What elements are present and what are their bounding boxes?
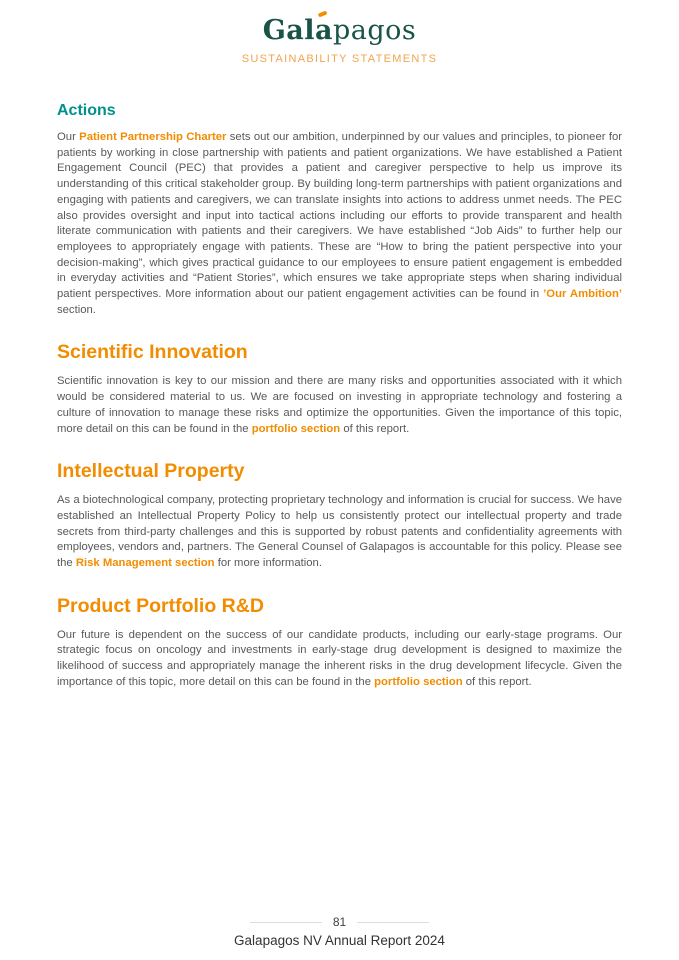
text-run: Scientific innovation is key to our mission and there are many risks and opportunities associated with it which would be considered material to us. We are focused on investing in appropriate technology and fostering a culture of innovation to manage these risks and optimize the opportunities. Given the importance of this topic, more detail on this can be found in the	[57, 375, 622, 435]
text-run: for more information.	[214, 557, 322, 570]
section-actions	[57, 102, 622, 318]
galapagos-logo	[263, 16, 417, 46]
inline-link[interactable]: portfolio section	[374, 675, 463, 688]
page-number: 81	[332, 915, 347, 929]
footer-divider-left	[250, 922, 322, 923]
inline-link[interactable]: ’Our Ambition’	[543, 288, 622, 301]
text-run: sets out our ambition, underpinned by our values and principles, to pioneer for patients by working in close partnership with patients and patient organizations. We have established a Patient Engagement Council (PEC) that provides a patient and caregiver perspective to help us improve its understanding of this critical stakeholder group. By building long-term partnerships with patient organizations and engaging with patients and caregivers, we can translate insights into actions to address unmet needs. The PEC also provides oversight and input into tactical actions including our efforts to provide transparent and health literate communication with patients and their caregivers. We have established “Job Aids” to further help our employees to appropriately engage with patients. These are “How to bring the patient perspective into your decision-making”, which gives practical guidance to our employees to ensure patient engagement is embedded in everyday activities and “Patient Stories”, which ensures we take appropriate steps when sharing individual patient perspectives. More information about our patient engagement activities can be found in	[57, 131, 622, 301]
logo-text-rest: pagos	[333, 15, 417, 46]
logo-accented-letter: a	[315, 16, 333, 46]
page-subtitle: SUSTAINABILITY STATEMENTS	[241, 52, 438, 65]
section-heading-intellectual-property: Intellectual Property	[57, 460, 245, 483]
section-paragraph-actions	[57, 130, 622, 318]
logo-text-bold: Gal	[262, 15, 316, 46]
page-content	[57, 102, 622, 691]
report-footer-title: Galapagos NV Annual Report 2024	[234, 933, 445, 948]
section-scientific-innovation	[57, 341, 622, 437]
section-heading-product-portfolio-rd: Product Portfolio R&D	[57, 594, 264, 617]
section-paragraph-scientific-innovation	[57, 374, 622, 437]
page-number-row	[0, 915, 679, 929]
text-run: of this report.	[462, 675, 532, 688]
text-run: Our	[57, 131, 80, 143]
section-heading-scientific-innovation: Scientific Innovation	[57, 341, 248, 364]
section-heading-actions: Actions	[57, 102, 116, 119]
footer-divider-right	[357, 922, 429, 923]
text-run: section.	[57, 303, 96, 316]
section-intellectual-property	[57, 460, 622, 572]
section-product-portfolio-rd	[57, 595, 622, 691]
inline-link[interactable]: Risk Management section	[75, 557, 215, 570]
section-paragraph-intellectual-property	[57, 493, 622, 572]
section-paragraph-product-portfolio-rd	[57, 628, 622, 691]
page-footer	[0, 915, 679, 948]
inline-link[interactable]: portfolio section	[251, 422, 341, 435]
text-run: As a biotechnological company, protecting proprietary technology and information is crucial for success. We have established an Intellectual Property Policy to help us consistently protect our intellectual property and trade secrets from third-party challenges and this is supported by robust patents and confidentiality agreements with employees, vendors and, partners. The General Counsel of Galapagos is accountable for this policy. Please see the	[57, 494, 622, 570]
inline-link[interactable]: Patient Partnership Charter	[79, 131, 227, 143]
page-header	[0, 0, 679, 65]
text-run: of this report.	[340, 422, 410, 435]
text-run: Our future is dependent on the success of our candidate products, including our early-stage programs. Our strategic focus on oncology and investments in early-stage drug development is designed to maximize the likelihood of success and appropriately manage the inherent risks in the drug development lifecycle. Given the importance of this topic, more detail on this can be found in the	[57, 628, 622, 688]
